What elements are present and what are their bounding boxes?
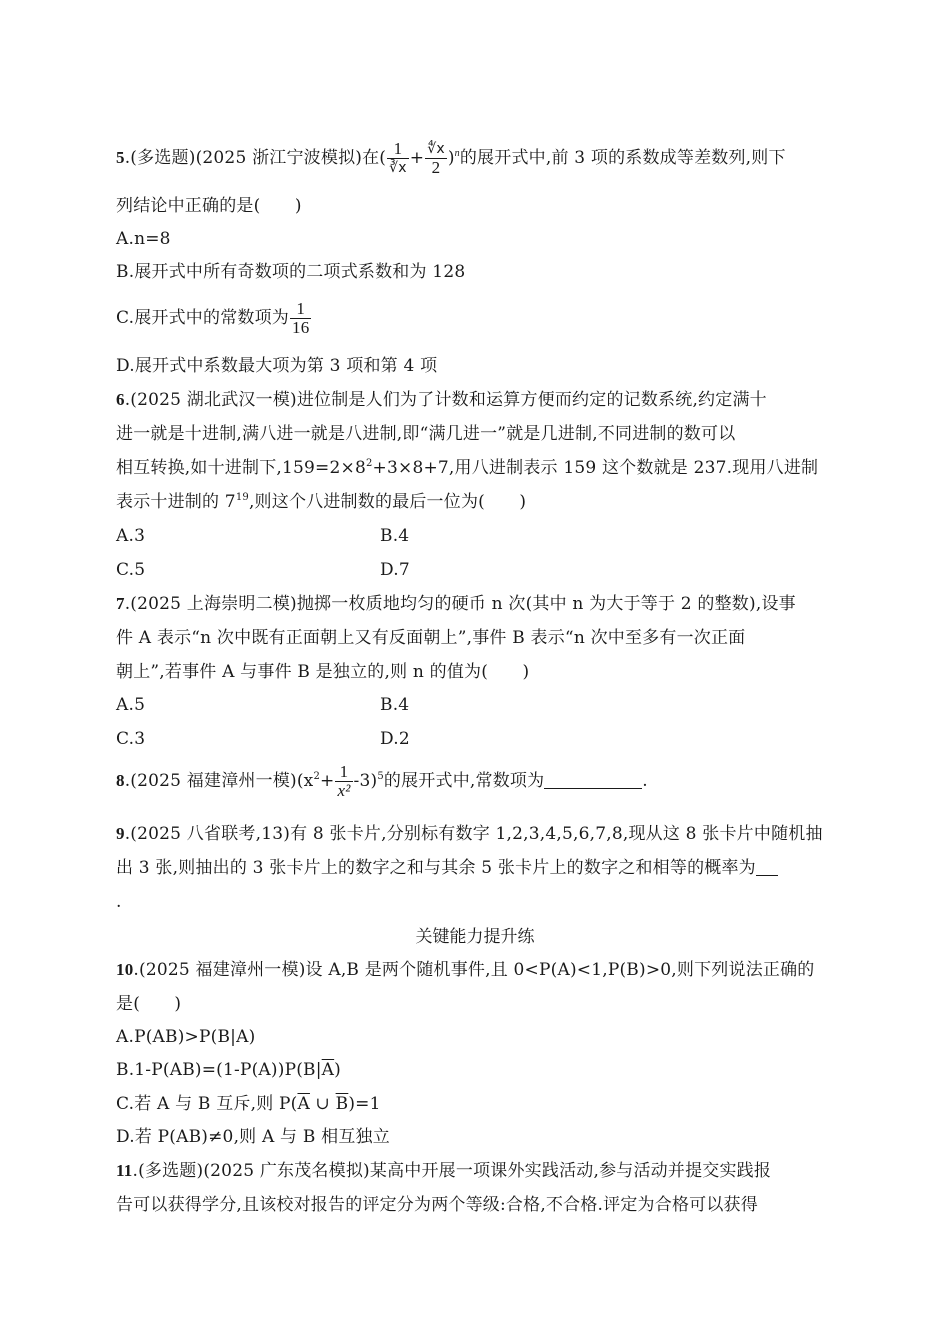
- q7-options-row2: [116, 726, 410, 752]
- q9-line2: [116, 855, 778, 881]
- q10-option-c-complement-b: $\overline{B}$: [335, 1094, 349, 1114]
- q8-plus: +: [320, 771, 335, 791]
- q8-sup-1: 2: [313, 771, 321, 782]
- q7-line1-text: .(2025 上海崇明二模)抛掷一枚质地均匀的硬币 n 次(其中 n 为大于等于 2 的整数),设事: [124, 594, 796, 614]
- q9-line1-text: .(2025 八省联考,13)有 8 张卡片,分别标有数字 1,2,3,4,5,6,7,8,现从这 8 张卡片中随机抽: [124, 824, 823, 844]
- q6-number: 6: [116, 390, 125, 409]
- section-title: 关键能力提升练: [415, 927, 535, 947]
- q9-line3: .: [116, 892, 122, 912]
- q5-fraction-2-denominator: 2: [431, 158, 441, 177]
- q8-fraction: [335, 763, 352, 800]
- q6-option-a: A.3: [116, 526, 146, 546]
- q8-answer-blank[interactable]: [544, 770, 642, 789]
- q6-line4-a: 表示十进制的 7: [116, 492, 236, 512]
- q10-option-c: [116, 1091, 381, 1117]
- q7-line1: [116, 591, 796, 617]
- q6-line4-b: ,则这个八进制数的最后一位为( ): [248, 492, 527, 512]
- q10-option-b: [116, 1057, 341, 1083]
- q8-sup-2: 5: [377, 771, 384, 782]
- q7-option-d: D.2: [380, 729, 410, 749]
- q9-number: 9: [116, 824, 125, 843]
- q5-option-a: A.n=8: [116, 229, 171, 249]
- q5-exponent: n: [454, 148, 460, 159]
- q11-line1-text: .(多选题)(2025 广东茂名模拟)某高中开展一项课外实践活动,参与活动并提交实践报: [132, 1161, 772, 1181]
- q7-line2: 件 A 表示“n 次中既有正面朝上又有反面朝上”,事件 B 表示“n 次中至多有一次正面: [116, 628, 746, 648]
- q10-option-c-b: )=1: [348, 1094, 381, 1114]
- q5-option-c-fraction: [290, 300, 311, 337]
- q10-option-b-a: B.1-P(AB)=(1-P(A))P(B|: [116, 1060, 322, 1080]
- q5-option-c-text: C.展开式中的常数项为: [116, 308, 290, 328]
- q10-line1-text: .(2025 福建漳州一模)设 A,B 是两个随机事件,且 0<P(A)<1,P(B)>0,则下列说法正确的: [133, 960, 815, 980]
- q7-option-b: B.4: [380, 695, 410, 715]
- q10-line2: 是( ): [116, 994, 182, 1014]
- q5-fraction-1: [387, 140, 409, 177]
- q6-line3: [116, 455, 818, 481]
- q5-fraction-1-numerator: 1: [387, 140, 409, 159]
- q7-option-c: C.3: [116, 729, 146, 749]
- q5-fraction-1-denominator: ∛x: [389, 160, 407, 176]
- q5-plus: +: [409, 148, 425, 168]
- q8-number: 8: [116, 771, 125, 790]
- q6-option-c: C.5: [116, 560, 146, 580]
- q6-line2: 进一就是十进制,满八进一就是八进制,即“满几进一”就是几进制,不同进制的数可以: [116, 424, 736, 444]
- q6-line4: [116, 489, 526, 515]
- q6-option-b: B.4: [380, 526, 410, 546]
- q8-fraction-denominator: x²: [337, 781, 351, 800]
- q9-line1: [116, 821, 823, 847]
- q8-fraction-numerator: 1: [335, 763, 352, 782]
- q11-line2: 告可以获得学分,且该校对报告的评定分为两个等级:合格,不合格.评定为合格可以获得: [116, 1195, 758, 1215]
- q5-close-paren: ): [447, 148, 455, 168]
- q10-option-c-a: C.若 A 与 B 互斥,则 P(: [116, 1094, 298, 1114]
- q10-option-b-b: ): [334, 1060, 341, 1080]
- q5-line1: [116, 140, 786, 177]
- q8-end: .: [642, 771, 648, 791]
- q5-line1-a: .(多选题)(2025 浙江宁波模拟)在(: [124, 148, 387, 168]
- q8-part-d: 的展开式中,常数项为: [383, 771, 545, 791]
- q5-fraction-2-numerator: ∜x: [427, 141, 445, 157]
- q7-option-a: A.5: [116, 695, 146, 715]
- q6-options-row2: [116, 557, 410, 583]
- q5-fraction-2: [425, 140, 447, 177]
- q5-option-c: [116, 300, 312, 337]
- q9-answer-blank[interactable]: [756, 857, 778, 876]
- q10-number: 10: [116, 960, 134, 979]
- q11-line1: [116, 1158, 771, 1184]
- q10-option-c-union: ∪: [309, 1094, 336, 1114]
- q5-line1-b: 的展开式中,前 3 项的系数成等差数列,则下: [459, 148, 786, 168]
- q5-option-c-numerator: 1: [290, 300, 311, 319]
- q10-option-c-complement-a: $\overline{A}$: [297, 1094, 310, 1114]
- q6-line3-sup: 2: [365, 458, 373, 469]
- q5-option-c-denominator: 16: [292, 318, 310, 337]
- q8-part-a: .(2025 福建漳州一模)(x: [124, 771, 314, 791]
- q10-line1: [116, 957, 815, 983]
- q7-line3: 朝上”,若事件 A 与事件 B 是独立的,则 n 的值为( ): [116, 662, 530, 682]
- q10-option-d: D.若 P(AB)≠0,则 A 与 B 相互独立: [116, 1127, 390, 1147]
- q10-option-b-complement: $\overline{A}$: [321, 1060, 335, 1080]
- q7-number: 7: [116, 594, 125, 613]
- q10-option-a: A.P(AB)>P(B|A): [116, 1027, 256, 1047]
- q6-line1: [116, 387, 767, 413]
- q7-options-row1: [116, 692, 410, 718]
- q5-option-b: B.展开式中所有奇数项的二项式系数和为 128: [116, 262, 466, 282]
- q5-number: 5: [116, 148, 125, 167]
- q8-part-c: -3): [353, 771, 378, 791]
- q11-number: 11: [116, 1161, 133, 1180]
- q6-line3-b: +3×8+7,用八进制表示 159 这个数就是 237.现用八进制: [372, 458, 819, 478]
- q5-line2: 列结论中正确的是( ): [116, 196, 302, 216]
- q8-line: [116, 763, 648, 800]
- q6-options-row1: [116, 523, 410, 549]
- q5-option-d: D.展开式中系数最大项为第 3 项和第 4 项: [116, 356, 438, 376]
- q6-line4-sup: 19: [235, 492, 249, 503]
- q9-line2-text: 出 3 张,则抽出的 3 张卡片上的数字之和与其余 5 张卡片上的数字之和相等的概率为: [116, 858, 756, 878]
- q6-line1-text: .(2025 湖北武汉一模)进位制是人们为了计数和运算方便而约定的记数系统,约定满十: [124, 390, 767, 410]
- q6-line3-a: 相互转换,如十进制下,159=2×8: [116, 458, 366, 478]
- q6-option-d: D.7: [380, 560, 410, 580]
